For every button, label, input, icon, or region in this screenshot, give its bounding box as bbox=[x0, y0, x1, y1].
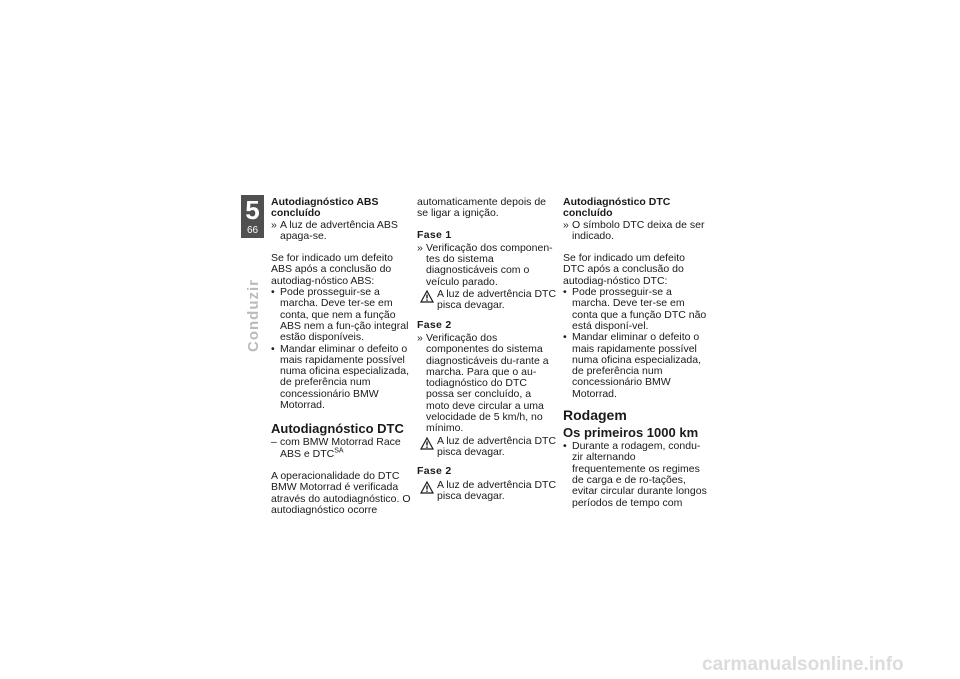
bullet-item: • Pode prosseguir-se a marcha. Deve ter-se em conta que a função DTC não está disponí-vel. bbox=[563, 286, 707, 332]
warning-triangle-icon bbox=[420, 437, 434, 450]
list-item: » O símbolo DTC deixa de ser indicado. bbox=[563, 218, 705, 242]
paragraph: automaticamente depois de se ligar a ignição. bbox=[417, 196, 546, 220]
dash-item: – com BMW Motorrad Race ABS e $DTC^{SA}$ bbox=[271, 436, 401, 460]
column-1 bbox=[271, 197, 411, 516]
chapter-side-title: Conduzir bbox=[245, 279, 262, 352]
bullet-item: • Pode prosseguir-se a marcha. Deve ter-se em conta, que nem a função ABS nem a fun-ção integral estão disponíveis. bbox=[271, 286, 409, 344]
heading-phase-1: Fase 1 bbox=[417, 228, 452, 241]
sa-superscript: SA bbox=[334, 447, 344, 455]
chapter-tab bbox=[241, 195, 264, 238]
heading-first-1000km: Os primeiros 1000 km bbox=[563, 425, 699, 441]
warning-note: A luz de advertência DTC pisca devagar. bbox=[417, 436, 557, 459]
list-item: » A luz de advertência ABS apaga-se. bbox=[271, 218, 398, 242]
paragraph: A operacionalidade do DTC BMW Motorrad é verificada através do autodiagnóstico. O autodiagnóstico ocorre bbox=[271, 469, 411, 516]
heading-abs-complete: Autodiagnóstico ABS concluído bbox=[271, 196, 379, 220]
list-item: » Verificação dos componen-tes do sistema diagnosticáveis com o veículo parado. bbox=[417, 241, 553, 288]
list-item: » Verificação dos componentes do sistema diagnosticáveis du-rante a marcha. Para que o au-todiagnóstico do DTC possa ser concluído, a moto deve circular a uma velocidade de 5 km/h, no mínimo. bbox=[417, 331, 549, 435]
paragraph: Se for indicado um defeito ABS após a conclusão do autodiag-nóstico ABS: bbox=[271, 252, 393, 287]
heading-dtc-self-diagnosis: Autodiagnóstico DTC bbox=[271, 421, 404, 437]
heading-dtc-complete: Autodiagnóstico DTC concluído bbox=[563, 196, 671, 220]
chapter-number: 5 bbox=[245, 195, 260, 225]
bullet-item: • Durante a rodagem, condu-zir alternando frequentemente os regimes de carga e de ro-tações, evitar circular durante longos períodos de tempo com bbox=[563, 440, 707, 509]
page-number: 66 bbox=[246, 225, 259, 236]
warning-note: A luz de advertência DTC pisca devagar. bbox=[417, 289, 557, 312]
warning-triangle-icon bbox=[420, 290, 434, 303]
warning-triangle-icon bbox=[420, 481, 434, 494]
warning-note: A luz de advertência DTC pisca devagar. bbox=[417, 480, 557, 503]
heading-phase-2: Fase 2 bbox=[417, 318, 452, 331]
watermark-footer: carmanualsonline.info bbox=[702, 654, 904, 675]
bullet-item: • Mandar eliminar o defeito o mais rapidamente possível numa oficina especializada, de preferência num concessionário BMW Motorrad. bbox=[271, 342, 409, 412]
paragraph: Se for indicado um defeito DTC após a conclusão do autodiag-nóstico DTC: bbox=[563, 252, 685, 287]
heading-phase-2b: Fase 2 bbox=[417, 465, 452, 478]
bullet-item: • Mandar eliminar o defeito o mais rapidamente possível numa oficina especializada, de preferência num concessionário BMW Motorrad. bbox=[563, 331, 701, 400]
heading-rodagem: Rodagem bbox=[563, 407, 627, 424]
column-2 bbox=[417, 197, 557, 502]
column-3 bbox=[563, 197, 708, 509]
